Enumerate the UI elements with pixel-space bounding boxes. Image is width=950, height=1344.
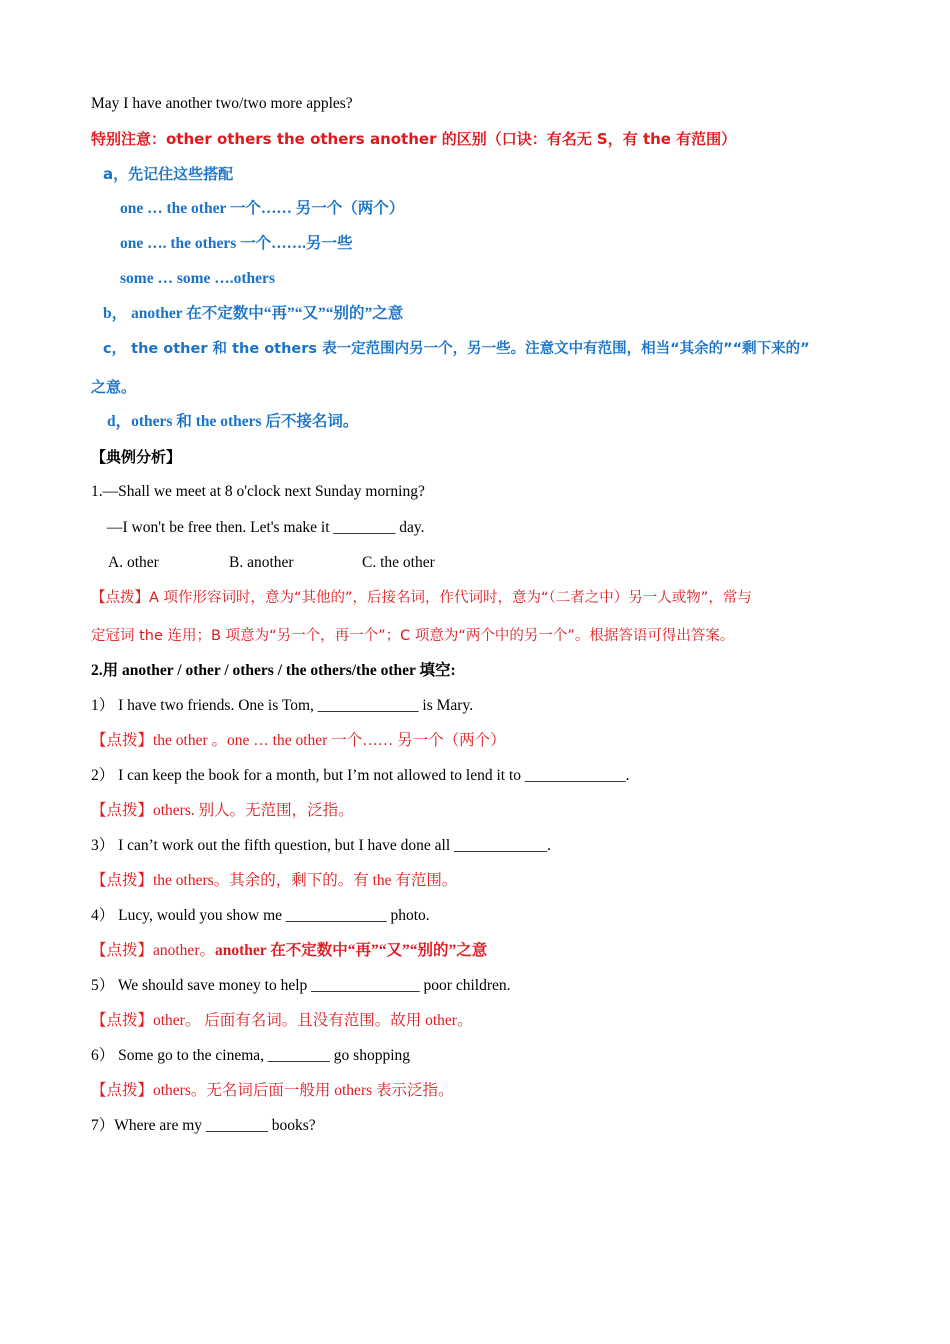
q2-hint-5: 【点拨】other。 后面有名词。且没有范围。故用 other。 bbox=[91, 1012, 473, 1029]
note-a2: one …. the others 一个…….另一些 bbox=[120, 235, 353, 252]
q2-item-7: 7）Where are my ________ books? bbox=[91, 1117, 316, 1134]
q2-item-6: 6） Some go to the cinema, ________ go shopping bbox=[91, 1047, 411, 1064]
q2-item-3: 3） I can’t work out the fifth question, but I have done all ____________. bbox=[91, 837, 551, 854]
q1-option-b: B. another bbox=[229, 554, 294, 571]
q1-line1: 1.—Shall we meet at 8 o'clock next Sunday morning? bbox=[91, 483, 425, 500]
q2-item-1: 1） I have two friends. One is Tom, _____________ is Mary. bbox=[91, 697, 474, 714]
q1-line2 bbox=[107, 518, 425, 538]
q1-line2-suffix: day. bbox=[395, 519, 425, 536]
q2-item-5: 5） We should save money to help ______________ poor children. bbox=[91, 977, 511, 994]
q2-hint-4-prefix: 【点拨】another。 bbox=[91, 942, 215, 959]
note-a3: some … some ….others bbox=[120, 270, 275, 287]
note-a1: one … the other 一个…… 另一个（两个） bbox=[120, 200, 405, 217]
q2-hint-1: 【点拨】the other 。one … the other 一个…… 另一个（两个） bbox=[91, 732, 506, 749]
q2-title: 2.用 another / other / others / the others/the other 填空: bbox=[91, 662, 456, 679]
q2-hint-2: 【点拨】others. 别人。无范围，泛指。 bbox=[91, 802, 354, 819]
note-d: d，others 和 the others 后不接名词。 bbox=[107, 413, 359, 430]
q1-line2-prefix: —I won't be free then. Let's make it bbox=[107, 519, 334, 536]
note-c-line1: c， the other 和 the others 表一定范围内另一个，另一些。注意文中有范围，相当“其余的”“剩下来的” bbox=[103, 341, 810, 357]
q2-hint-3: 【点拨】the others。其余的，剩下的。有 the 有范围。 bbox=[91, 872, 458, 889]
note-b: b， another 在不定数中“再”“又”“别的”之意 bbox=[103, 305, 404, 322]
note-a-title: a，先记住这些搭配 bbox=[103, 165, 234, 183]
q2-hint-6: 【点拨】others。无名词后面一般用 others 表示泛指。 bbox=[91, 1082, 454, 1099]
intro-line: May I have another two/two more apples? bbox=[91, 95, 353, 112]
q2-item-4: 4） Lucy, would you show me _____________ photo. bbox=[91, 907, 430, 924]
q1-hint-line2: 定冠词 the 连用；B 项意为“另一个，再一个”；C 项意为“两个中的另一个”。根据答语可得出答案。 bbox=[91, 628, 735, 644]
q2-hint-4-bold: another 在不定数中“再”“又”“别的”之意 bbox=[214, 942, 488, 959]
note-c-line2: 之意。 bbox=[91, 378, 137, 396]
q1-option-c: C. the other bbox=[362, 554, 435, 571]
q1-blank: ________ bbox=[333, 519, 396, 536]
note-title: 特别注意：other others the others another 的区别（口诀：有名无 S，有 the 有范围） bbox=[91, 130, 737, 148]
section-title: 【典例分析】 bbox=[91, 448, 182, 466]
q2-hint-4 bbox=[91, 941, 487, 961]
q2-item-2: 2） I can keep the book for a month, but I’m not allowed to lend it to _____________. bbox=[91, 767, 630, 784]
q1-option-a: A. other bbox=[108, 554, 159, 571]
q1-hint-line1: 【点拨】A 项作形容词时，意为“其他的”，后接名词，作代词时，意为“（二者之中）另一人或物”，常与 bbox=[91, 590, 752, 606]
